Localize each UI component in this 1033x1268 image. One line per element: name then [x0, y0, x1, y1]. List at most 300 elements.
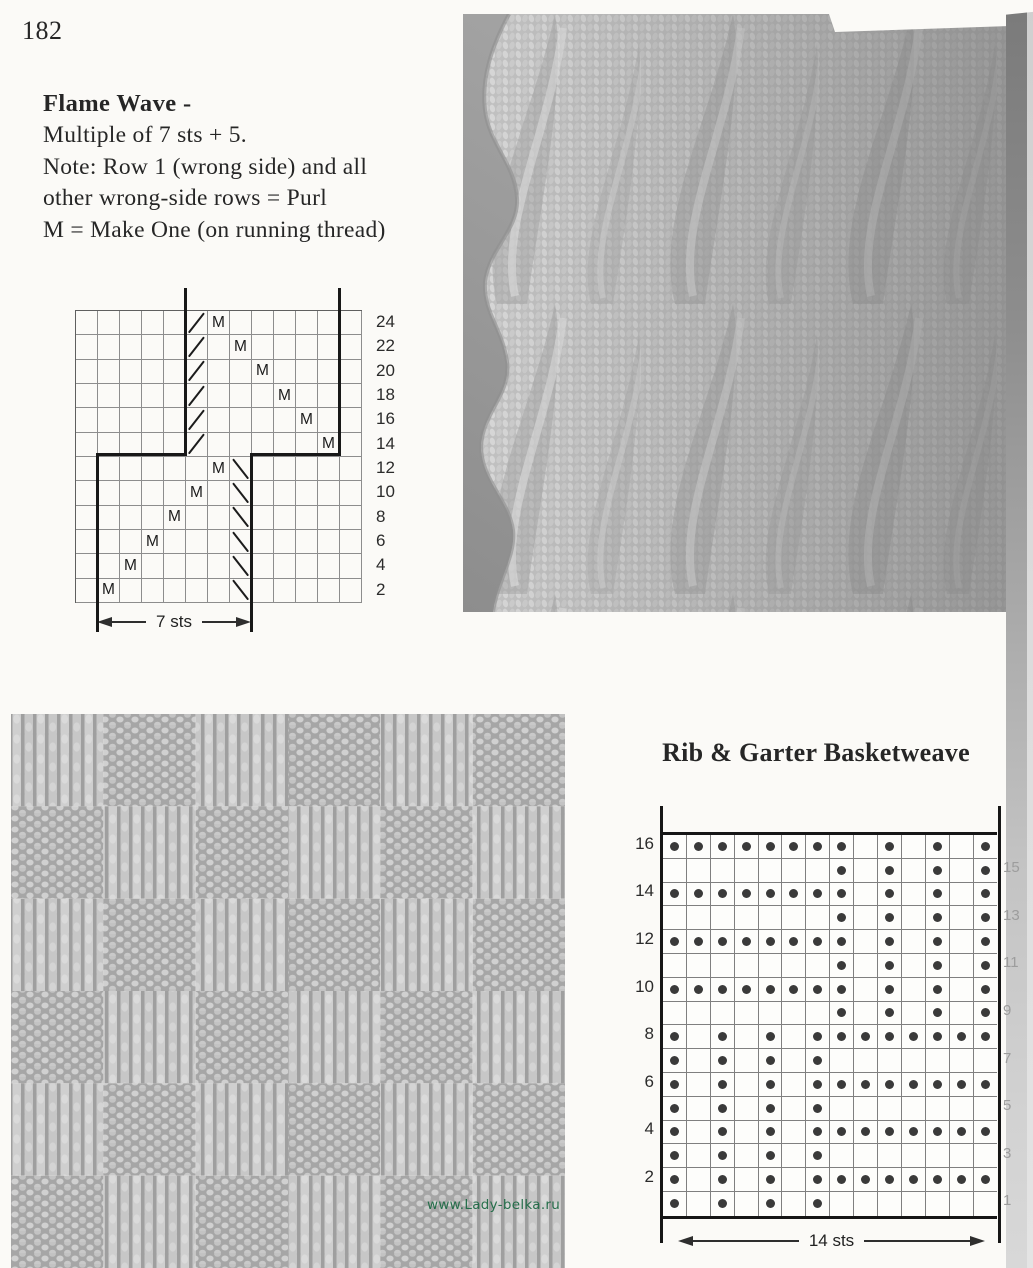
flame-chart-cell: [76, 360, 98, 384]
rib-block: [288, 806, 380, 898]
flame-chart-cell: [340, 554, 362, 578]
basketweave-chart-cell: [759, 1002, 783, 1026]
basketweave-chart-cell: [974, 835, 998, 859]
flame-chart-cell: [186, 335, 208, 359]
basketweave-chart-cell: [950, 1121, 974, 1145]
basketweave-chart-cell: [878, 954, 902, 978]
basketweave-chart-cell: [974, 1192, 998, 1216]
purl-dot-icon: [957, 1080, 966, 1089]
flame-chart-cell: [274, 579, 296, 603]
flame-chart-cell: [340, 384, 362, 408]
flame-chart-cell: [252, 481, 274, 505]
flame-chart-cell: [274, 360, 296, 384]
basketweave-chart-cell: [806, 1144, 830, 1168]
flame-chart-cell: [208, 579, 230, 603]
basketweave-chart-cell: [950, 1097, 974, 1121]
basketweave-chart-cell: [663, 1097, 687, 1121]
basketweave-chart-cell: [902, 906, 926, 930]
purl-dot-icon: [837, 1080, 846, 1089]
garter-block: [103, 899, 195, 991]
flame-chart-cell: [252, 579, 274, 603]
basketweave-chart-cell: [735, 906, 759, 930]
basketweave-row-number-left: 8: [644, 1024, 654, 1044]
basketweave-chart-cell: [759, 1073, 783, 1097]
basketweave-chart-cell: [806, 954, 830, 978]
basketweave-chart-cell: [926, 1121, 950, 1145]
purl-dot-icon: [933, 866, 942, 875]
right-slant-decrease-icon: [188, 361, 205, 382]
repeat-width-arrow: [678, 1231, 985, 1251]
purl-dot-icon: [813, 1032, 822, 1041]
purl-dot-icon: [694, 889, 703, 898]
purl-dot-icon: [837, 961, 846, 970]
purl-dot-icon: [718, 1056, 727, 1065]
basketweave-chart-cell: [902, 1073, 926, 1097]
garter-block: [196, 991, 288, 1083]
basketweave-chart-cell: [878, 1025, 902, 1049]
flame-chart-cell: [186, 433, 208, 457]
basketweave-chart-cell: [974, 1144, 998, 1168]
basketweave-chart-cell: [830, 1192, 854, 1216]
purl-dot-icon: [837, 937, 846, 946]
flame-chart-cell: [142, 554, 164, 578]
flame-chart-cell: [274, 335, 296, 359]
purl-dot-icon: [766, 842, 775, 851]
repeat-width-label: 7 sts: [156, 612, 192, 631]
flame-chart-cell: [296, 360, 318, 384]
flame-chart-cell: [186, 457, 208, 481]
flame-chart-cell: [186, 506, 208, 530]
basketweave-chart-cell: [782, 859, 806, 883]
basketweave-chart-cell: [854, 1097, 878, 1121]
flame-chart-cell: [186, 384, 208, 408]
basketweave-chart-cell: [902, 954, 926, 978]
basketweave-chart-cell: [902, 1002, 926, 1026]
purl-dot-icon: [885, 1175, 894, 1184]
flame-chart-cell: [142, 335, 164, 359]
basketweave-chart-cell: [926, 1097, 950, 1121]
basketweave-chart-cell: [830, 930, 854, 954]
flame-chart-cell: [98, 360, 120, 384]
rib-block: [11, 1083, 103, 1175]
basketweave-chart-cell: [711, 1192, 735, 1216]
flame-chart-cell: [340, 506, 362, 530]
flame-chart-cell: [142, 481, 164, 505]
basketweave-chart-cell: [926, 1073, 950, 1097]
basketweave-chart-cell: [854, 1073, 878, 1097]
basketweave-chart-cell: [974, 954, 998, 978]
flame-chart-cell: [274, 408, 296, 432]
purl-dot-icon: [813, 842, 822, 851]
purl-dot-icon: [694, 842, 703, 851]
purl-dot-icon: [813, 1151, 822, 1160]
purl-dot-icon: [981, 889, 990, 898]
basketweave-chart-cell: [902, 930, 926, 954]
basketweave-chart-cell: [806, 906, 830, 930]
basketweave-chart-cell: [950, 1192, 974, 1216]
basketweave-chart-cell: [950, 1025, 974, 1049]
basketweave-chart-cell: [687, 1192, 711, 1216]
flame-chart-cell: M: [208, 457, 230, 481]
purl-dot-icon: [670, 1104, 679, 1113]
basketweave-chart-cell: [735, 1192, 759, 1216]
basketweave-chart-cell: [926, 906, 950, 930]
basketweave-chart-cell: [735, 1097, 759, 1121]
garter-block: [288, 899, 380, 991]
basketweave-chart-cell: [830, 906, 854, 930]
purl-dot-icon: [813, 937, 822, 946]
basketweave-chart-cell: [926, 1168, 950, 1192]
basketweave-chart-cell: [902, 859, 926, 883]
purl-dot-icon: [718, 1175, 727, 1184]
basketweave-chart-cell: [687, 1025, 711, 1049]
flame-chart-cell: [98, 554, 120, 578]
basketweave-chart-cell: [711, 930, 735, 954]
arrow-line: [202, 621, 236, 623]
purl-dot-icon: [981, 1127, 990, 1136]
basketweave-chart-cell: [687, 978, 711, 1002]
purl-dot-icon: [933, 842, 942, 851]
basketweave-chart-cell: [687, 954, 711, 978]
basketweave-chart-cell: [878, 1168, 902, 1192]
basketweave-chart-cell: [854, 978, 878, 1002]
repeat-outline-bold-line: [338, 288, 341, 456]
basketweave-row-number-right: 3: [1003, 1144, 1012, 1162]
rib-block: [288, 1176, 380, 1268]
basketweave-chart-cell: [950, 954, 974, 978]
flame-chart-cell: [340, 335, 362, 359]
flame-row-number: 4: [376, 555, 386, 575]
flame-chart-cell: [208, 530, 230, 554]
purl-dot-icon: [957, 1127, 966, 1136]
flame-chart-cell: [208, 433, 230, 457]
purl-dot-icon: [861, 1032, 870, 1041]
left-slant-decrease-icon: [232, 580, 249, 601]
purl-dot-icon: [813, 1080, 822, 1089]
rib-block: [288, 991, 380, 1083]
purl-dot-icon: [885, 961, 894, 970]
basketweave-chart-cell: [878, 930, 902, 954]
basketweave-chart-cell: [974, 1168, 998, 1192]
basketweave-chart-cell: [878, 835, 902, 859]
basketweave-chart-cell: [830, 1097, 854, 1121]
purl-dot-icon: [766, 1151, 775, 1160]
flame-chart-cell: [186, 360, 208, 384]
flame-chart-cell: [142, 408, 164, 432]
flame-chart-cell: [208, 481, 230, 505]
flame-chart-cell: M: [318, 433, 340, 457]
basketweave-texture-blocks: [11, 714, 565, 1268]
purl-dot-icon: [766, 937, 775, 946]
flame-chart-cell: M: [120, 554, 142, 578]
garter-block: [380, 1176, 472, 1268]
basketweave-chart-cell: [735, 954, 759, 978]
basketweave-chart-cell: [950, 1168, 974, 1192]
basketweave-chart-cell: [830, 954, 854, 978]
flame-wave-swatch-photo: [463, 14, 1010, 612]
flame-chart-cell: [208, 408, 230, 432]
flame-chart-cell: M: [208, 311, 230, 335]
purl-dot-icon: [885, 889, 894, 898]
flame-chart-cell: [340, 579, 362, 603]
chart-right-border: [998, 806, 1001, 1243]
basketweave-chart-cell: [663, 859, 687, 883]
flame-chart-cell: [98, 481, 120, 505]
basketweave-chart-cell: [711, 1144, 735, 1168]
basketweave-chart-cell: [687, 883, 711, 907]
purl-dot-icon: [718, 1080, 727, 1089]
left-slant-decrease-icon: [232, 482, 249, 503]
flame-chart-cell: [164, 554, 186, 578]
purl-dot-icon: [981, 866, 990, 875]
purl-dot-icon: [933, 1008, 942, 1017]
basketweave-chart-cell: [878, 1121, 902, 1145]
basketweave-chart-cell: [759, 1144, 783, 1168]
repeat-outline-bold-line: [250, 453, 253, 632]
basketweave-photo: [11, 714, 565, 1268]
basketweave-chart-cell: [759, 978, 783, 1002]
purl-dot-icon: [742, 985, 751, 994]
repeat-outline-bold-line: [184, 288, 187, 456]
flame-chart-cell: [120, 579, 142, 603]
repeat-width-label: 14 sts: [808, 1231, 855, 1250]
flame-chart-cell: [340, 457, 362, 481]
flame-chart-cell: [296, 457, 318, 481]
flame-chart-cell: [98, 408, 120, 432]
purl-dot-icon: [718, 842, 727, 851]
rib-block: [380, 714, 472, 806]
flame-chart-cell: [230, 408, 252, 432]
purl-dot-icon: [694, 985, 703, 994]
basketweave-chart-cell: [902, 1121, 926, 1145]
flame-chart-cell: [120, 335, 142, 359]
flame-chart-cell: [318, 506, 340, 530]
flame-chart-cell: [318, 554, 340, 578]
basketweave-chart-cell: [687, 1097, 711, 1121]
flame-chart-cell: [120, 384, 142, 408]
purl-dot-icon: [670, 937, 679, 946]
basketweave-chart-cell: [711, 1073, 735, 1097]
basketweave-chart-cell: [782, 1144, 806, 1168]
purl-dot-icon: [837, 889, 846, 898]
flame-chart-cell: [186, 311, 208, 335]
flame-chart-cell: [164, 530, 186, 554]
garter-block: [473, 714, 565, 806]
basketweave-chart-cell: [902, 835, 926, 859]
basketweave-chart-cell: [782, 930, 806, 954]
purl-dot-icon: [909, 1080, 918, 1089]
purl-dot-icon: [861, 1127, 870, 1136]
basketweave-chart-cell: [854, 1002, 878, 1026]
purl-dot-icon: [885, 1080, 894, 1089]
flame-wave-line: M = Make One (on running thread): [43, 216, 386, 243]
purl-dot-icon: [837, 1008, 846, 1017]
basketweave-chart-cell: [735, 978, 759, 1002]
basketweave-chart-cell: [735, 1049, 759, 1073]
flame-wave-line: Multiple of 7 sts + 5.: [43, 122, 247, 148]
right-slant-decrease-icon: [188, 434, 205, 455]
basketweave-chart-cell: [974, 1025, 998, 1049]
basketweave-chart-cell: [735, 1121, 759, 1145]
purl-dot-icon: [957, 1032, 966, 1041]
purl-dot-icon: [837, 1175, 846, 1184]
purl-dot-icon: [766, 1032, 775, 1041]
basketweave-chart-cell: [950, 906, 974, 930]
flame-chart-cell: [230, 311, 252, 335]
basketweave-row-number-right: 1: [1003, 1192, 1012, 1210]
basketweave-chart-cell: [687, 1144, 711, 1168]
purl-dot-icon: [813, 1175, 822, 1184]
purl-dot-icon: [742, 889, 751, 898]
basketweave-chart-cell: [782, 1049, 806, 1073]
purl-dot-icon: [718, 937, 727, 946]
basketweave-chart-cell: [974, 1073, 998, 1097]
flame-chart-cell: [340, 360, 362, 384]
basketweave-chart-cell: [902, 978, 926, 1002]
basketweave-chart-cell: [782, 835, 806, 859]
basketweave-chart-cell: [854, 1144, 878, 1168]
basketweave-chart-cell: [854, 930, 878, 954]
basketweave-chart-cell: [854, 906, 878, 930]
basketweave-chart-cell: [759, 1097, 783, 1121]
basketweave-chart-cell: [830, 835, 854, 859]
rib-block: [103, 991, 195, 1083]
rib-block: [473, 1176, 565, 1268]
purl-dot-icon: [718, 1032, 727, 1041]
flame-chart-cell: [208, 554, 230, 578]
basketweave-chart-cell: [950, 1002, 974, 1026]
garter-block: [11, 1176, 103, 1268]
basketweave-row-number-right: 9: [1003, 1001, 1012, 1019]
basketweave-chart-cell: [974, 883, 998, 907]
purl-dot-icon: [909, 1127, 918, 1136]
basketweave-chart-cell: [878, 1073, 902, 1097]
basketweave-chart-cell: [854, 1049, 878, 1073]
flame-chart-cell: [318, 530, 340, 554]
arrow-left-icon: [97, 617, 112, 627]
basketweave-chart-cell: [830, 1002, 854, 1026]
basketweave-chart-cell: [663, 835, 687, 859]
flame-chart-cell: [252, 506, 274, 530]
flame-row-number: 12: [376, 458, 395, 478]
flame-chart-cell: [120, 457, 142, 481]
purl-dot-icon: [742, 937, 751, 946]
flame-chart-cell: [208, 360, 230, 384]
basketweave-chart-cell: [782, 1192, 806, 1216]
flame-chart-cell: [120, 506, 142, 530]
basketweave-chart-cell: [926, 835, 950, 859]
basketweave-chart-cell: [782, 978, 806, 1002]
basketweave-chart-cell: [878, 1144, 902, 1168]
basketweave-chart-cell: [902, 883, 926, 907]
rib-block: [380, 1083, 472, 1175]
flame-chart-cell: [120, 481, 142, 505]
purl-dot-icon: [670, 1056, 679, 1065]
basketweave-chart-cell: [735, 930, 759, 954]
purl-dot-icon: [981, 937, 990, 946]
right-slant-decrease-icon: [188, 312, 205, 333]
basketweave-chart-cell: [687, 1073, 711, 1097]
basketweave-chart: [635, 806, 1033, 1268]
purl-dot-icon: [670, 1127, 679, 1136]
basketweave-chart-cell: [759, 835, 783, 859]
basketweave-row-number-left: 6: [644, 1071, 654, 1091]
basketweave-chart-cell: [711, 1025, 735, 1049]
arrow-line: [864, 1240, 970, 1242]
flame-chart-cell: [98, 530, 120, 554]
basketweave-chart-cell: [926, 978, 950, 1002]
basketweave-chart-cell: [830, 1168, 854, 1192]
basketweave-chart-cell: [902, 1168, 926, 1192]
flame-chart-cell: M: [252, 360, 274, 384]
flame-chart-cell: [208, 506, 230, 530]
flame-chart-cell: [164, 481, 186, 505]
purl-dot-icon: [933, 1032, 942, 1041]
basketweave-chart-cell: [830, 1049, 854, 1073]
basketweave-chart-cell: [759, 883, 783, 907]
flame-chart-cell: [274, 311, 296, 335]
basketweave-chart-cell: [950, 1144, 974, 1168]
purl-dot-icon: [766, 1175, 775, 1184]
basketweave-chart-cell: [711, 906, 735, 930]
basketweave-chart-cell: [759, 859, 783, 883]
flame-chart-cell: [142, 506, 164, 530]
basketweave-chart-cell: [735, 1168, 759, 1192]
basketweave-chart-cell: [926, 1192, 950, 1216]
basketweave-chart-cell: [974, 1049, 998, 1073]
flame-chart-cell: [208, 335, 230, 359]
garter-block: [288, 1083, 380, 1175]
right-slant-decrease-icon: [188, 336, 205, 357]
flame-row-number: 8: [376, 506, 386, 526]
basketweave-chart-cell: [854, 1168, 878, 1192]
flame-chart-cell: M: [274, 384, 296, 408]
arrow-left-icon: [678, 1236, 693, 1246]
purl-dot-icon: [933, 985, 942, 994]
basketweave-chart-cell: [878, 883, 902, 907]
purl-dot-icon: [789, 937, 798, 946]
purl-dot-icon: [837, 985, 846, 994]
flame-chart-cell: [230, 360, 252, 384]
basketweave-row-number-left: 14: [635, 881, 654, 901]
basketweave-chart-cell: [926, 859, 950, 883]
flame-chart-cell: M: [142, 530, 164, 554]
flame-chart-cell: [142, 384, 164, 408]
purl-dot-icon: [981, 842, 990, 851]
flame-chart-cell: [98, 457, 120, 481]
basketweave-chart-cell: [806, 883, 830, 907]
purl-dot-icon: [909, 1032, 918, 1041]
basketweave-chart-cell: [711, 835, 735, 859]
flame-row-number: 6: [376, 531, 386, 551]
purl-dot-icon: [742, 842, 751, 851]
basketweave-chart-cell: [974, 978, 998, 1002]
basketweave-chart-cell: [687, 1002, 711, 1026]
flame-chart-cell: [164, 579, 186, 603]
purl-dot-icon: [909, 1175, 918, 1184]
basketweave-chart-cell: [663, 1121, 687, 1145]
flame-chart-cell: [274, 530, 296, 554]
basketweave-chart-cell: [854, 1121, 878, 1145]
purl-dot-icon: [670, 889, 679, 898]
flame-chart-cell: [296, 554, 318, 578]
basketweave-chart-cell: [663, 1002, 687, 1026]
purl-dot-icon: [766, 1080, 775, 1089]
flame-chart-cell: [142, 457, 164, 481]
purl-dot-icon: [981, 1080, 990, 1089]
purl-dot-icon: [694, 937, 703, 946]
purl-dot-icon: [837, 913, 846, 922]
